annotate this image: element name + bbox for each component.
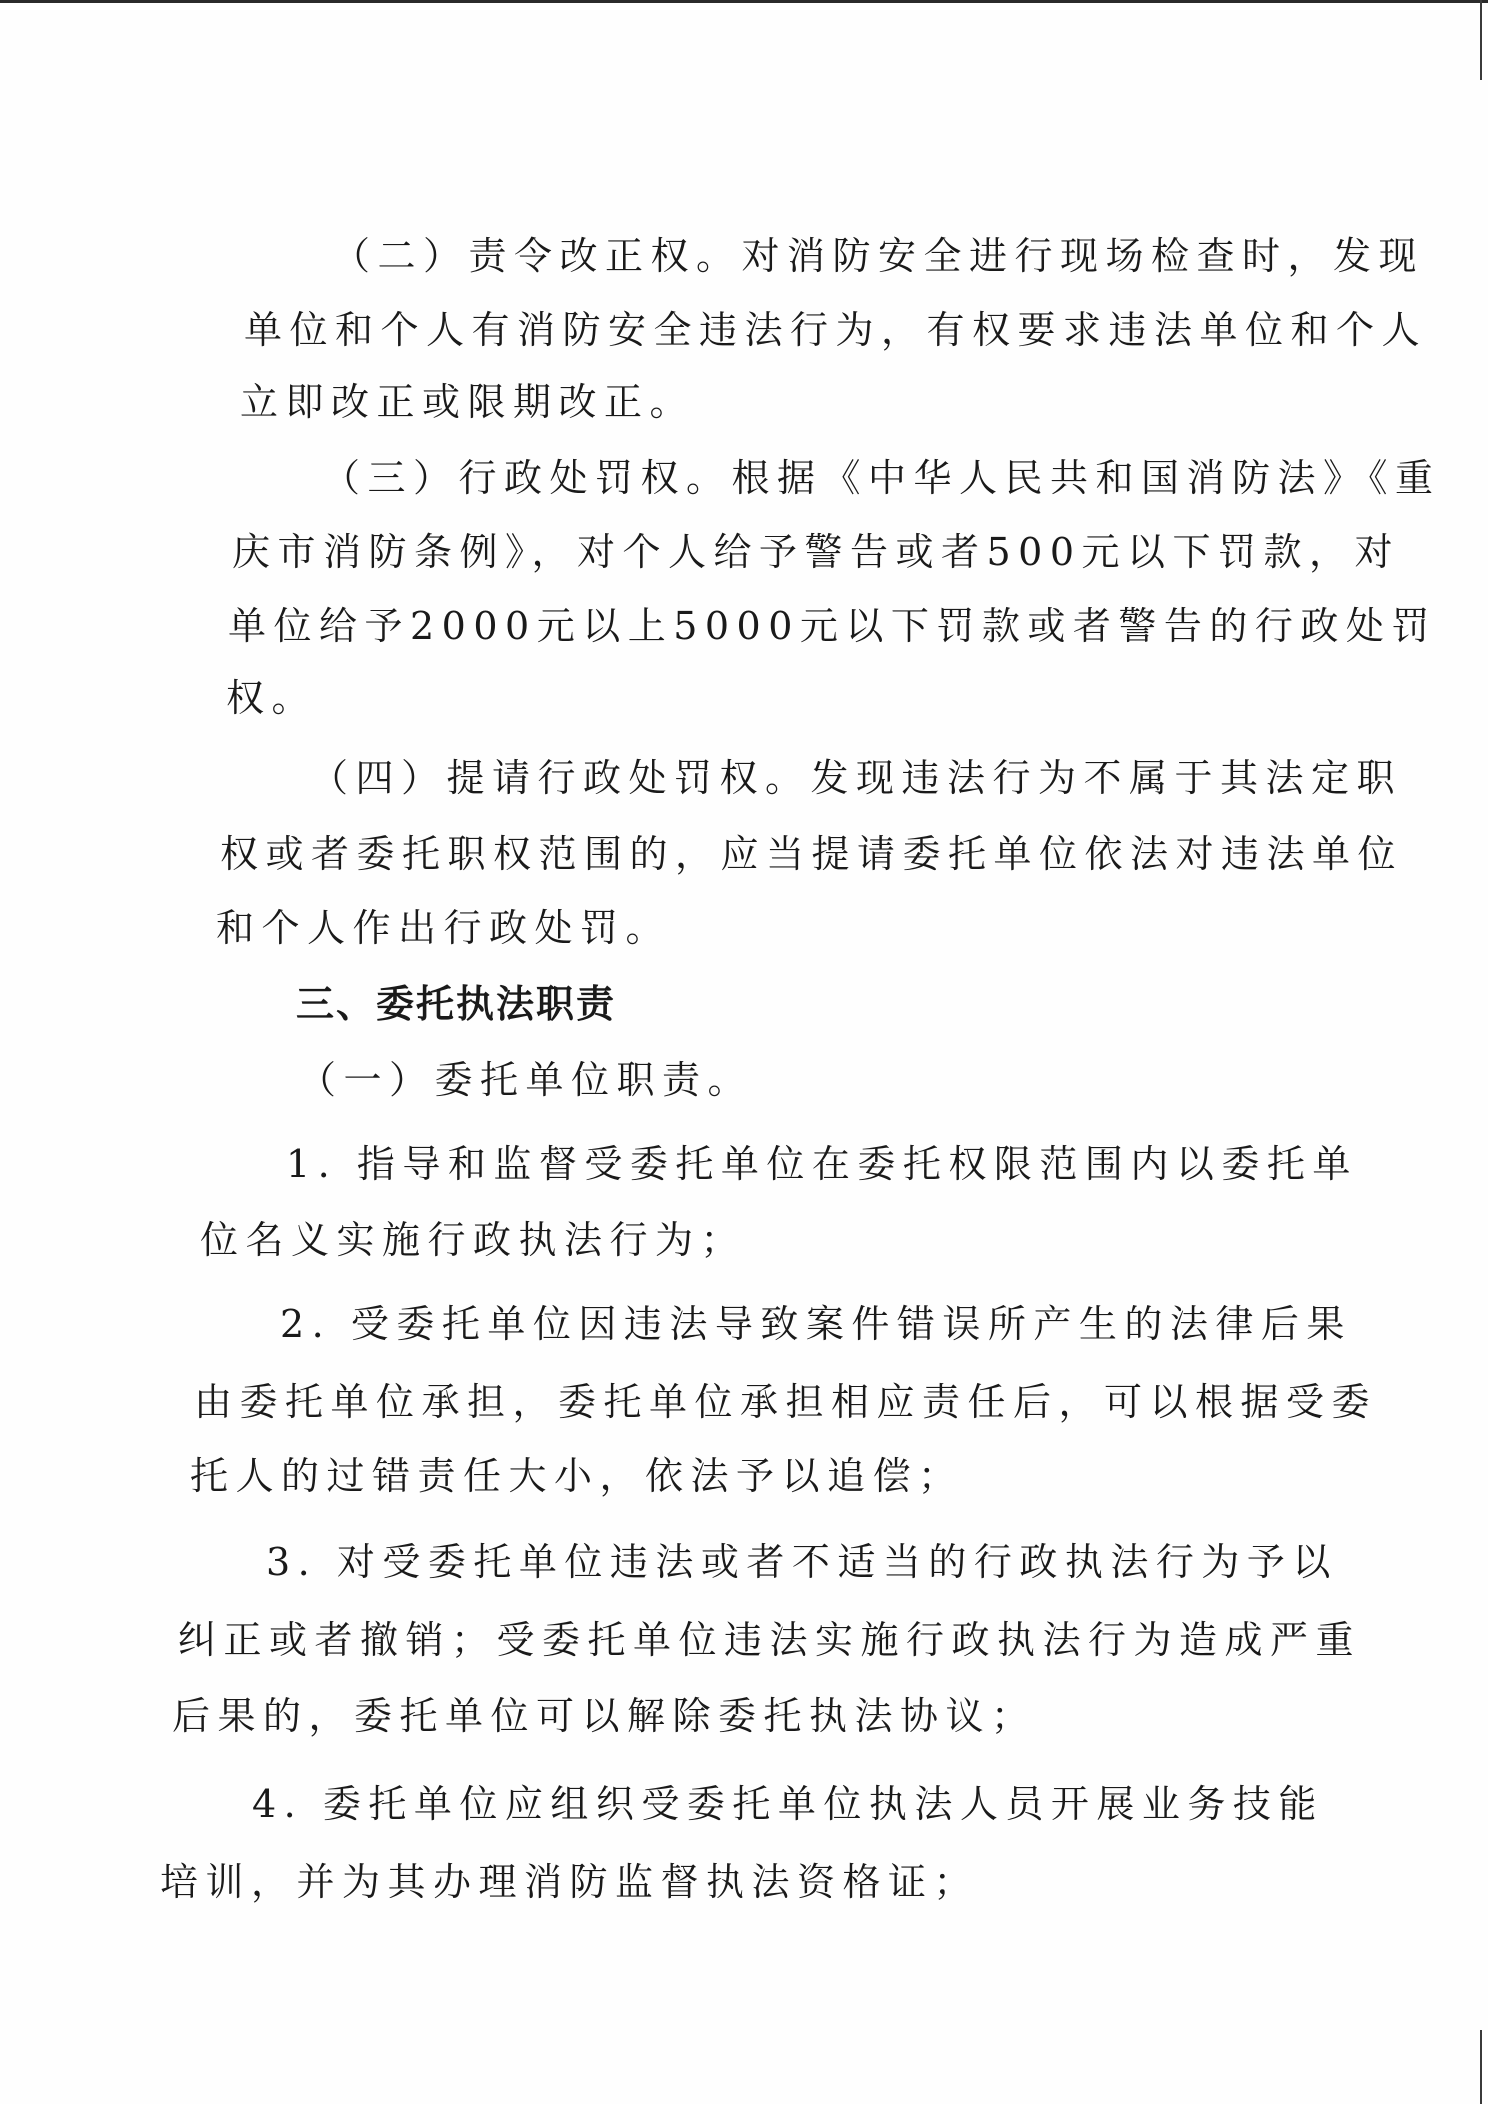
section-heading: 三、委托执法职责 xyxy=(296,982,617,1026)
scan-border-right-top xyxy=(1480,0,1482,80)
subsection-heading: （一）委托单位职责。 xyxy=(298,1058,754,1102)
list-item-line: 培训，并为其办理消防监督执法资格证； xyxy=(160,1860,980,1904)
list-item-line: 位名义实施行政执法行为； xyxy=(200,1218,747,1262)
list-item-line: 后果的，委托单位可以解除委托执法协议； xyxy=(172,1694,1037,1738)
paragraph-line: 单位和个人有消防安全违法行为，有权要求违法单位和个人 xyxy=(244,308,1428,352)
list-item-line: 纠正或者撤销；受委托单位违法实施行政执法行为造成严重 xyxy=(178,1618,1362,1662)
list-item-line: 4. 委托单位应组织受委托单位执法人员开展业务技能 xyxy=(252,1782,1324,1826)
list-item-line: 2. 受委托单位因违法导致案件错误所产生的法律后果 xyxy=(280,1302,1352,1346)
paragraph-line: 单位给予2000元以上5000元以下罚款或者警告的行政处罚 xyxy=(228,604,1437,648)
scan-border-right-bottom xyxy=(1480,2030,1482,2104)
list-item-line: 由委托单位承担，委托单位承担相应责任后，可以根据受委 xyxy=(194,1380,1378,1424)
paragraph-line: 和个人作出行政处罚。 xyxy=(216,906,672,950)
paragraph-line: （四）提请行政处罚权。发现违法行为不属于其法定职 xyxy=(310,756,1403,800)
list-item-line: 托人的过错责任大小，依法予以追偿； xyxy=(190,1454,964,1498)
paragraph-line: 权或者委托职权范围的，应当提请委托单位依法对违法单位 xyxy=(220,832,1404,876)
paragraph-line: 庆市消防条例》，对个人给予警告或者500元以下罚款，对 xyxy=(232,530,1401,574)
paragraph-line: （三）行政处罚权。根据《中华人民共和国消防法》《重 xyxy=(322,456,1441,500)
paragraph-line: （二）责令改正权。对消防安全进行现场检查时，发现 xyxy=(332,234,1425,278)
list-item-line: 3. 对受委托单位违法或者不适当的行政执法行为予以 xyxy=(266,1540,1338,1584)
scan-border-top xyxy=(0,0,1488,3)
list-item-line: 1. 指导和监督受委托单位在委托权限范围内以委托单 xyxy=(286,1142,1358,1186)
paragraph-line: 权。 xyxy=(226,676,318,720)
paragraph-line: 立即改正或限期改正。 xyxy=(240,380,696,424)
